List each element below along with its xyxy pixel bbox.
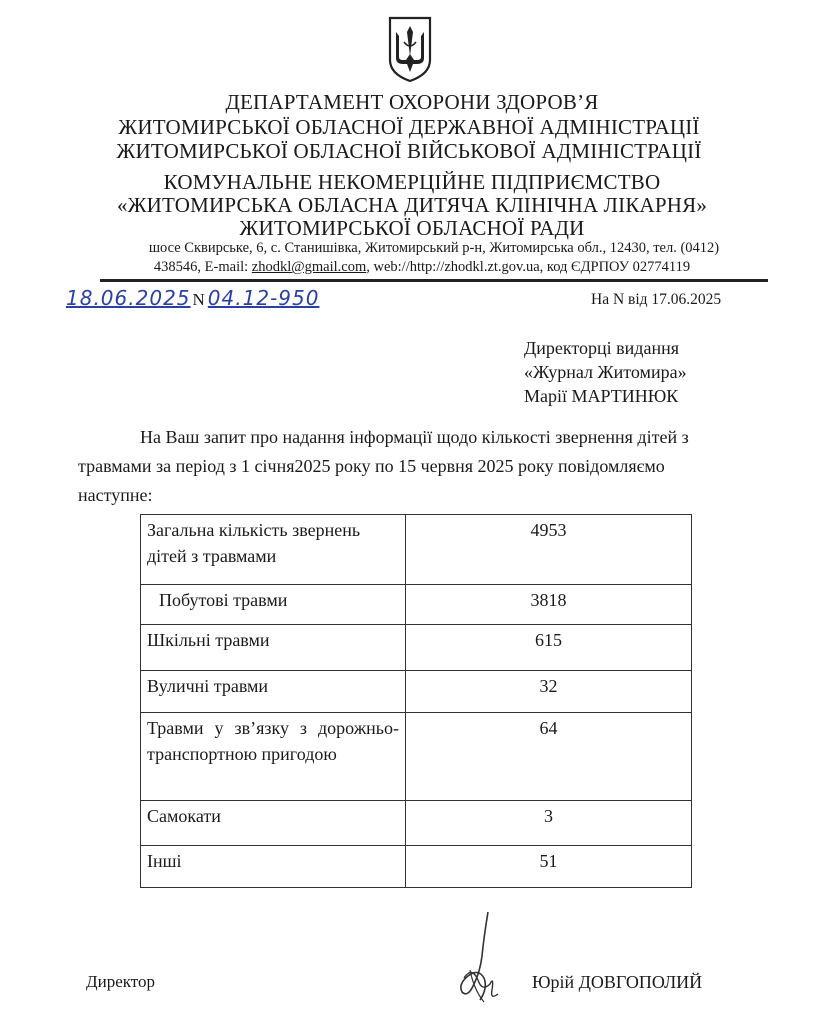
table-row bbox=[141, 713, 692, 801]
table-cell-label: Побутові травми bbox=[141, 585, 406, 625]
department-line-1: ДЕПАРТАМЕНТ ОХОРОНИ ЗДОРОВ’Я bbox=[225, 90, 599, 114]
outgoing-date: 18.06.2025 bbox=[66, 286, 191, 310]
table-cell-label: Загальна кількість звернень дітей з травмами bbox=[141, 515, 406, 585]
table-row bbox=[141, 846, 692, 888]
signatory-position: Директор bbox=[86, 972, 155, 991]
email-link[interactable]: zhodkl@gmail.com bbox=[251, 259, 367, 275]
department-line-2: ЖИТОМИРСЬКОЇ ОБЛАСНОЇ ДЕРЖАВНОЇ АДМІНІСТРАЦІЇ bbox=[118, 115, 700, 139]
table-cell-label: Шкільні травми bbox=[141, 625, 406, 671]
table-row bbox=[141, 625, 692, 671]
table-cell-value: 3818 bbox=[406, 585, 692, 625]
handwritten-signature-icon bbox=[444, 906, 514, 1006]
reference-line: На N від 17.06.2025 bbox=[591, 291, 722, 308]
signatory-name: Юрій ДОВГОПОЛИЙ bbox=[532, 972, 703, 992]
outgoing-number bbox=[66, 286, 319, 310]
table-cell-value: 64 bbox=[406, 713, 692, 801]
table-cell-value: 51 bbox=[406, 846, 692, 888]
org-line-3: ЖИТОМИРСЬКОЇ ОБЛАСНОЇ РАДИ bbox=[239, 216, 585, 240]
outgoing-n: N bbox=[192, 290, 206, 309]
outgoing-reg-number: 04.12-950 bbox=[207, 286, 320, 310]
department-line-3: ЖИТОМИРСЬКОЇ ОБЛАСНОЇ ВІЙСЬКОВОЇ АДМІНІСТРАЦІЇ bbox=[116, 139, 702, 163]
table-cell-value: 615 bbox=[406, 625, 692, 671]
table-row bbox=[141, 515, 692, 585]
injury-stats-table bbox=[140, 514, 692, 888]
address-prefix: 438546, E-mail: bbox=[153, 259, 252, 275]
table-cell-label: Самокати bbox=[141, 801, 406, 846]
table-row bbox=[141, 585, 692, 625]
table-cell-value: 32 bbox=[406, 671, 692, 713]
body-line-1: На Ваш запит про надання інформації щодо кількості звернення дітей з bbox=[140, 427, 689, 447]
table-cell-label: Інші bbox=[141, 846, 406, 888]
address-line-1: шосе Сквирське, 6, с. Станишівка, Житомирський р-н, Житомирська обл., 12430, тел. (0412) bbox=[148, 240, 720, 256]
table-cell-label: Травми у зв’язку з дорожньо-транспортною пригодою bbox=[141, 713, 406, 801]
table-cell-label: Вуличні травми bbox=[141, 671, 406, 713]
address-line-2 bbox=[10, 259, 824, 276]
table-row bbox=[141, 801, 692, 846]
table-row bbox=[141, 671, 692, 713]
org-line-2: «ЖИТОМИРСЬКА ОБЛАСНА ДИТЯЧА КЛІНІЧНА ЛІКАРНЯ» bbox=[116, 193, 708, 217]
recipient-line-1: Директорці видання bbox=[524, 338, 679, 358]
body-line-2: травмами за період з 1 січня2025 року по 15 червня 2025 року повідомляємо bbox=[78, 456, 665, 476]
recipient-block bbox=[524, 336, 687, 408]
org-line-1: КОМУНАЛЬНЕ НЕКОМЕРЦІЙНЕ ПІДПРИЄМСТВО bbox=[163, 170, 661, 194]
table-cell-value: 3 bbox=[406, 801, 692, 846]
table-cell-value: 4953 bbox=[406, 515, 692, 585]
address-suffix: , web://http://zhodkl.zt.gov.ua, код ЄДРПОУ 02774119 bbox=[366, 259, 691, 275]
coat-of-arms-icon bbox=[385, 14, 435, 84]
body-line-3: наступне: bbox=[78, 485, 153, 505]
letter-body bbox=[78, 423, 768, 510]
header-divider bbox=[100, 279, 768, 282]
recipient-line-2: «Журнал Житомира» bbox=[524, 362, 687, 382]
recipient-line-3: Марії МАРТИНЮК bbox=[524, 386, 679, 406]
